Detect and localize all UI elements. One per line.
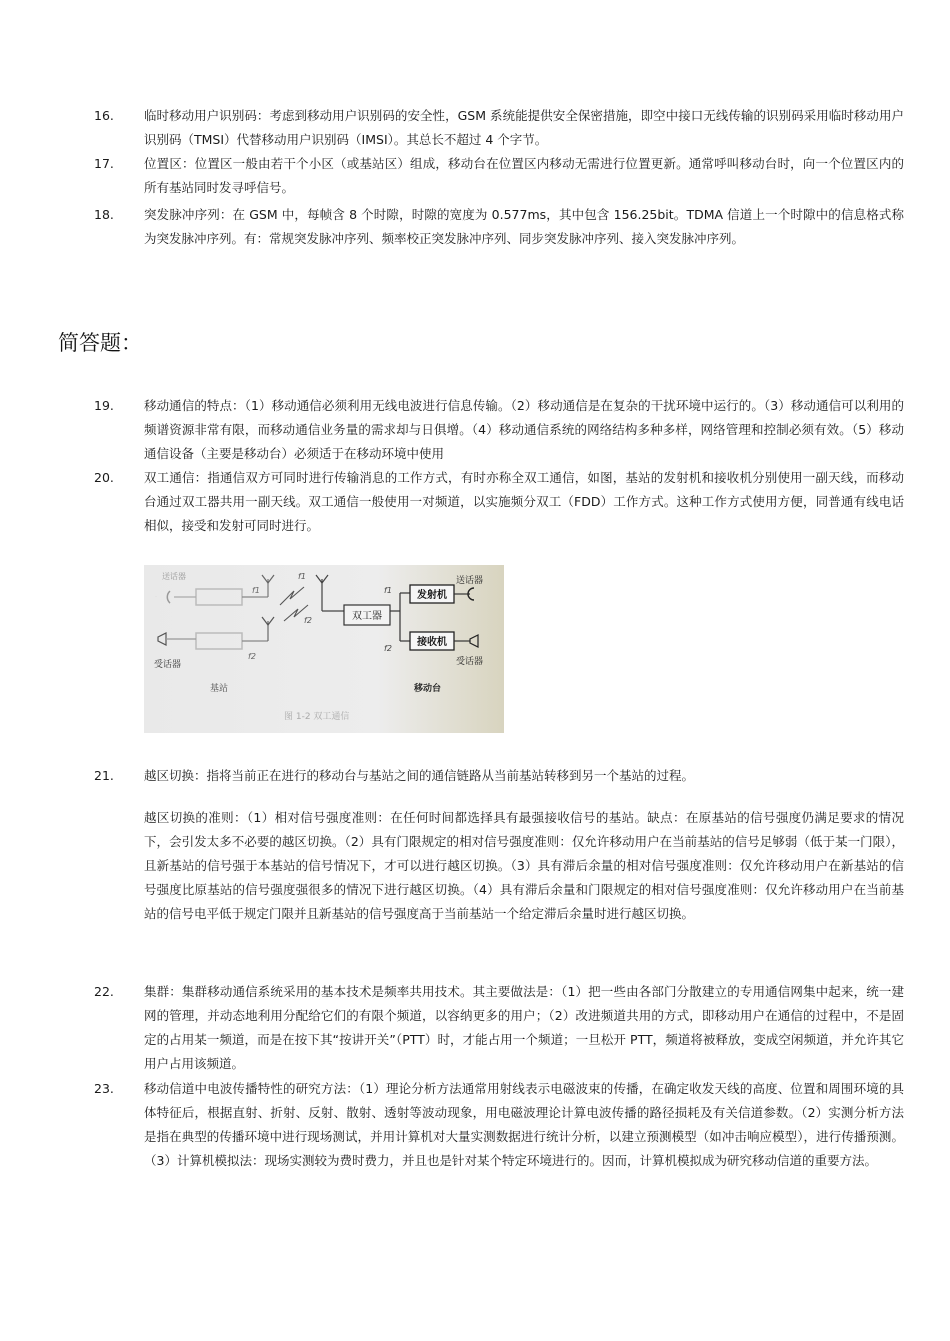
item-number: 18. <box>94 207 114 222</box>
handover-criteria-paragraph: 越区切换的准则：（1）相对信号强度准则：在任何时间都选择具有最强接收信号的基站。缺点：在原基站的信号强度仍满足要求的情况下，会引发太多不必要的越区切换。（2）具有门限规定的相对信号强度准则：仅允许移动用户在当前基站的信号足够弱（低于某一门限），且新基站的信号强于本基站的信号情况下，才可以进行越区切换。（3）具有滞后余量的相对信号强度准则：仅允许移动用户在新基站的信号强度比原基站的信号强度强很多的情况下进行越区切换。（4）具有滞后余量和门限规定的相对信号强度准则：仅允许移动用户在当前基站的信号电平低于规定门限并且新基站的信号强度高于当前基站一个给定滞后余量时进行越区切换。 <box>144 810 904 921</box>
answer-item-22 <box>94 980 904 1076</box>
answer-item-23 <box>94 1077 904 1173</box>
item-text: 移动信道中电波传播特性的研究方法：（1）理论分析方法通常用射线表示电磁波束的传播，在确定收发天线的高度、位置和周围环境的具体特征后，根据直射、折射、反射、散射、透射等波动现象，用电磁波理论计算电波传播的路径损耗及有关信道参数。（2）实测分析方法是指在典型的传播环境中进行现场测试，并用计算机对大量实测数据进行统计分析，以建立预测模型（如冲击响应模型），进行传播预测。（3）计算机模拟法：现场实测较为费时费力，并且也是针对某个特定环境进行的。因而，计算机模拟成为研究移动信道的重要方法。 <box>144 1081 904 1168</box>
definition-item-17 <box>94 152 904 200</box>
mobile-station-label: 移动台 <box>414 684 442 694</box>
freq-label: f1 <box>298 572 306 581</box>
duplexer-label: 双工器 <box>352 611 382 622</box>
item-text: 突发脉冲序列：在 GSM 中，每帧含 8 个时隙，时隙的宽度为 0.577ms，其中包含 156.25bit。TDMA 信道上一个时隙中的信息格式称为突发脉冲序列。有：常规突发脉冲序列、频率校正突发脉冲序列、同步突发脉冲序列、接入突发脉冲序列。 <box>144 207 904 246</box>
item-number: 23. <box>94 1081 114 1096</box>
figure-caption: 图 1-2 双工通信 <box>284 712 350 722</box>
definition-item-18 <box>94 203 904 251</box>
item-text: 临时移动用户识别码：考虑到移动用户识别码的安全性，GSM 系统能提供安全保密措施，即空中接口无线传输的识别码采用临时移动用户识别码（TMSI）代替移动用户识别码（IMSI）。其总长不超过 4 个字节。 <box>144 108 904 147</box>
transmitter-label: 发射机 <box>417 590 447 601</box>
item-text: 越区切换：指将当前正在进行的移动台与基站之间的通信链路从当前基站转移到另一个基站的过程。 <box>144 768 695 783</box>
item-text: 位置区：位置区一般由若干个小区（或基站区）组成，移动台在位置区内移动无需进行位置更新。通常呼叫移动台时，向一个位置区内的所有基站同时发寻呼信号。 <box>144 156 904 195</box>
base-speaker-label: 受话器 <box>154 660 182 670</box>
freq-label: f1 <box>384 586 392 595</box>
definition-item-16 <box>94 104 904 152</box>
item-number: 16. <box>94 108 114 123</box>
duplex-diagram <box>144 565 504 733</box>
item-number: 22. <box>94 984 114 999</box>
receiver-label: 接收机 <box>417 637 447 648</box>
item-text: 移动通信的特点：（1）移动通信必须利用无线电波进行信息传输。（2）移动通信是在复杂的干扰环境中运行的。（3）移动通信可以利用的频谱资源非常有限，而移动通信业务量的需求却与日俱增。（4）移动通信系统的网络结构多种多样，网络管理和控制必须有效。（5）移动通信设备（主要是移动台）必须适于在移动环境中使用 <box>144 398 904 461</box>
freq-label: f1 <box>252 586 260 595</box>
freq-label: f2 <box>248 652 256 661</box>
answer-item-19 <box>94 394 904 466</box>
base-station-label: 基站 <box>210 684 229 694</box>
answer-item-20 <box>94 466 904 538</box>
base-mic-label: 送话器 <box>162 572 186 581</box>
item-text: 双工通信：指通信双方可同时进行传输消息的工作方式，有时亦称全双工通信，如图，基站的发射机和接收机分别使用一副天线，而移动台通过双工器共用一副天线。双工通信一般使用一对频道，以实施频分双工（FDD）工作方式。这种工作方式使用方便，同普通有线电话相似，接受和发射可同时进行。 <box>144 470 904 533</box>
item-text: 集群：集群移动通信系统采用的基本技术是频率共用技术。其主要做法是：（1）把一些由各部门分散建立的专用通信网集中起来，统一建网的管理，并动态地利用分配给它们的有限个频道，以容纳更多的用户；（2）改进频道共用的方式，即移动用户在通信的过程中，不是固定的占用某一频道，而是在按下其“按讲开关”（PTT）时，才能占用一个频道；一旦松开 PTT，频道将被释放，变成空闲频道，并允许其它用户占用该频道。 <box>144 984 904 1071</box>
freq-label: f2 <box>304 616 312 625</box>
item-number: 17. <box>94 156 114 171</box>
mobile-speaker-label: 受话器 <box>456 657 484 667</box>
section-heading: 简答题： <box>58 331 142 355</box>
duplex-diagram-figure <box>144 565 504 733</box>
item-number: 20. <box>94 470 114 485</box>
item-number: 19. <box>94 398 114 413</box>
freq-label: f2 <box>384 644 392 653</box>
answer-item-21 <box>94 764 904 788</box>
item-number: 21. <box>94 768 114 783</box>
mobile-mic-label: 送话器 <box>456 576 484 586</box>
